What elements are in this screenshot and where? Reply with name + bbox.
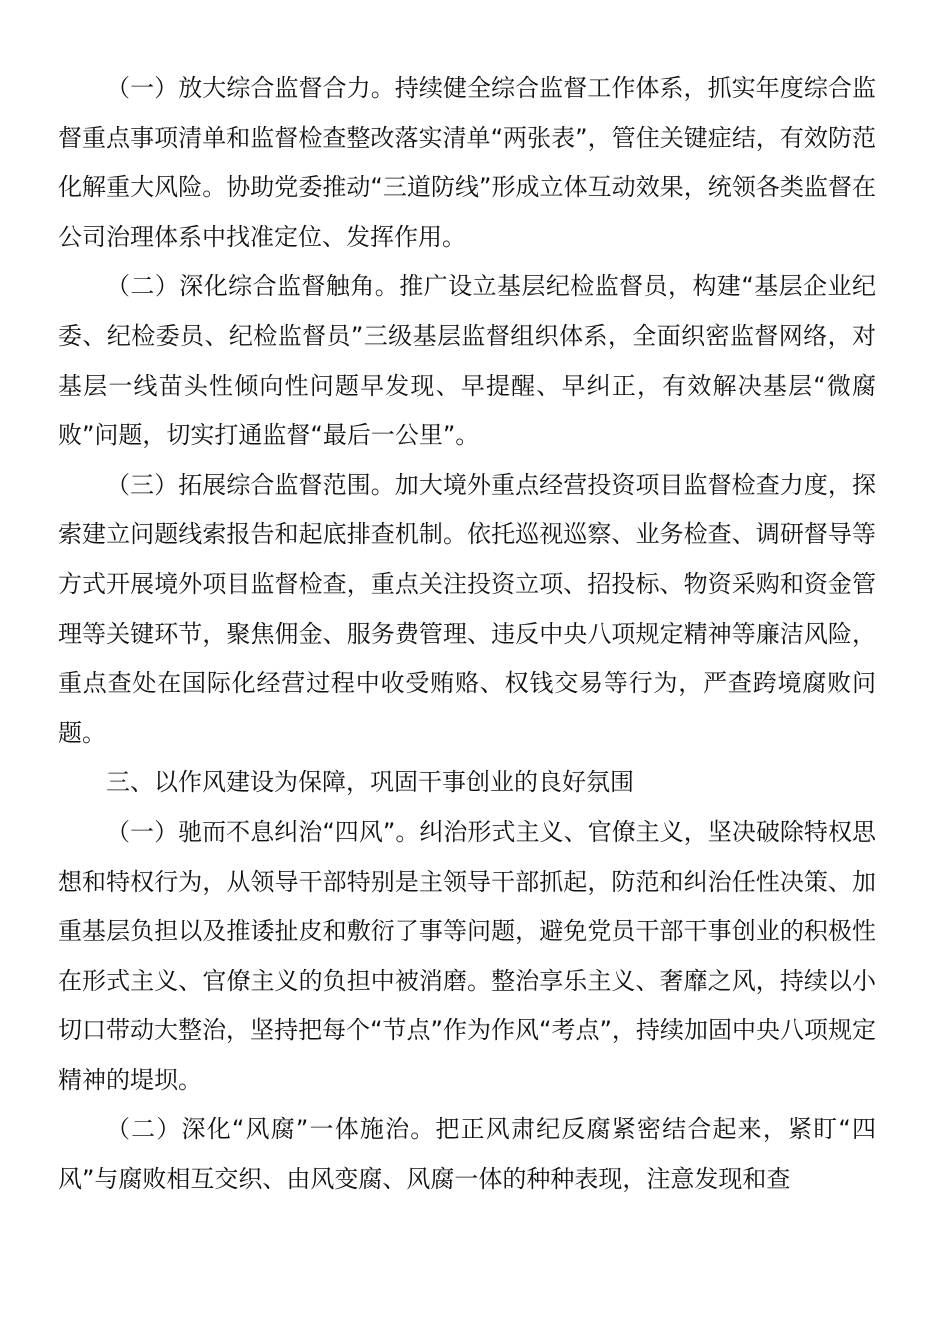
paragraph-1: （一）放大综合监督合力。持续健全综合监督工作体系，抓实年度综合监督重点事项清单和监督检查整改落实清单“两张表”，管住关键症结，有效防范化解重大风险。协助党委推动“三道防线”形成立体互动效果，统领各类监督在公司治理体系中找准定位、发挥作用。: [58, 74, 876, 251]
paragraph-5: （二）深化“风腐”一体施治。把正风肃纪反腐紧密结合起来，紧盯“四风”与腐败相互交织、由风变腐、风腐一体的种种表现，注意发现和查: [58, 1115, 876, 1194]
document-body: [58, 64, 876, 1205]
section-heading: 三、以作风建设为保障，巩固干事创业的良好氛围: [106, 768, 634, 797]
paragraph-4: （一）驰而不息纠治“四风”。纠治形式主义、官僚主义，坚决破除特权思想和特权行为，从领导干部特别是主领导干部抓起，防范和纠治任性决策、加重基层负担以及推诿扯皮和敷衍了事等问题，避免党员干部干事创业的积极性在形式主义、官僚主义的负担中被消磨。整治享乐主义、奢靡之风，持续以小切口带动大整治，坚持把每个“节点”作为作风“考点”，持续加固中央八项规定精神的堤坝。: [58, 817, 876, 1094]
paragraph-2: （二）深化综合监督触角。推广设立基层纪检监督员，构建“基层企业纪委、纪检委员、纪检监督员”三级基层监督组织体系，全面织密监督网络，对基层一线苗头性倾向性问题早发现、早提醒、早纠正，有效解决基层“微腐败”问题，切实打通监督“最后一公里”。: [58, 272, 876, 450]
paragraph-3: （三）拓展综合监督范围。加大境外重点经营投资项目监督检查力度，探索建立问题线索报告和起底排查机制。依托巡视巡察、业务检查、调研督导等方式开展境外项目监督检查，重点关注投资立项、招投标、物资采购和资金管理等关键环节，聚焦佣金、服务费管理、违反中央八项规定精神等廉洁风险，重点查处在国际化经营过程中收受贿赂、权钱交易等行为，严查跨境腐败问题。: [58, 470, 876, 747]
